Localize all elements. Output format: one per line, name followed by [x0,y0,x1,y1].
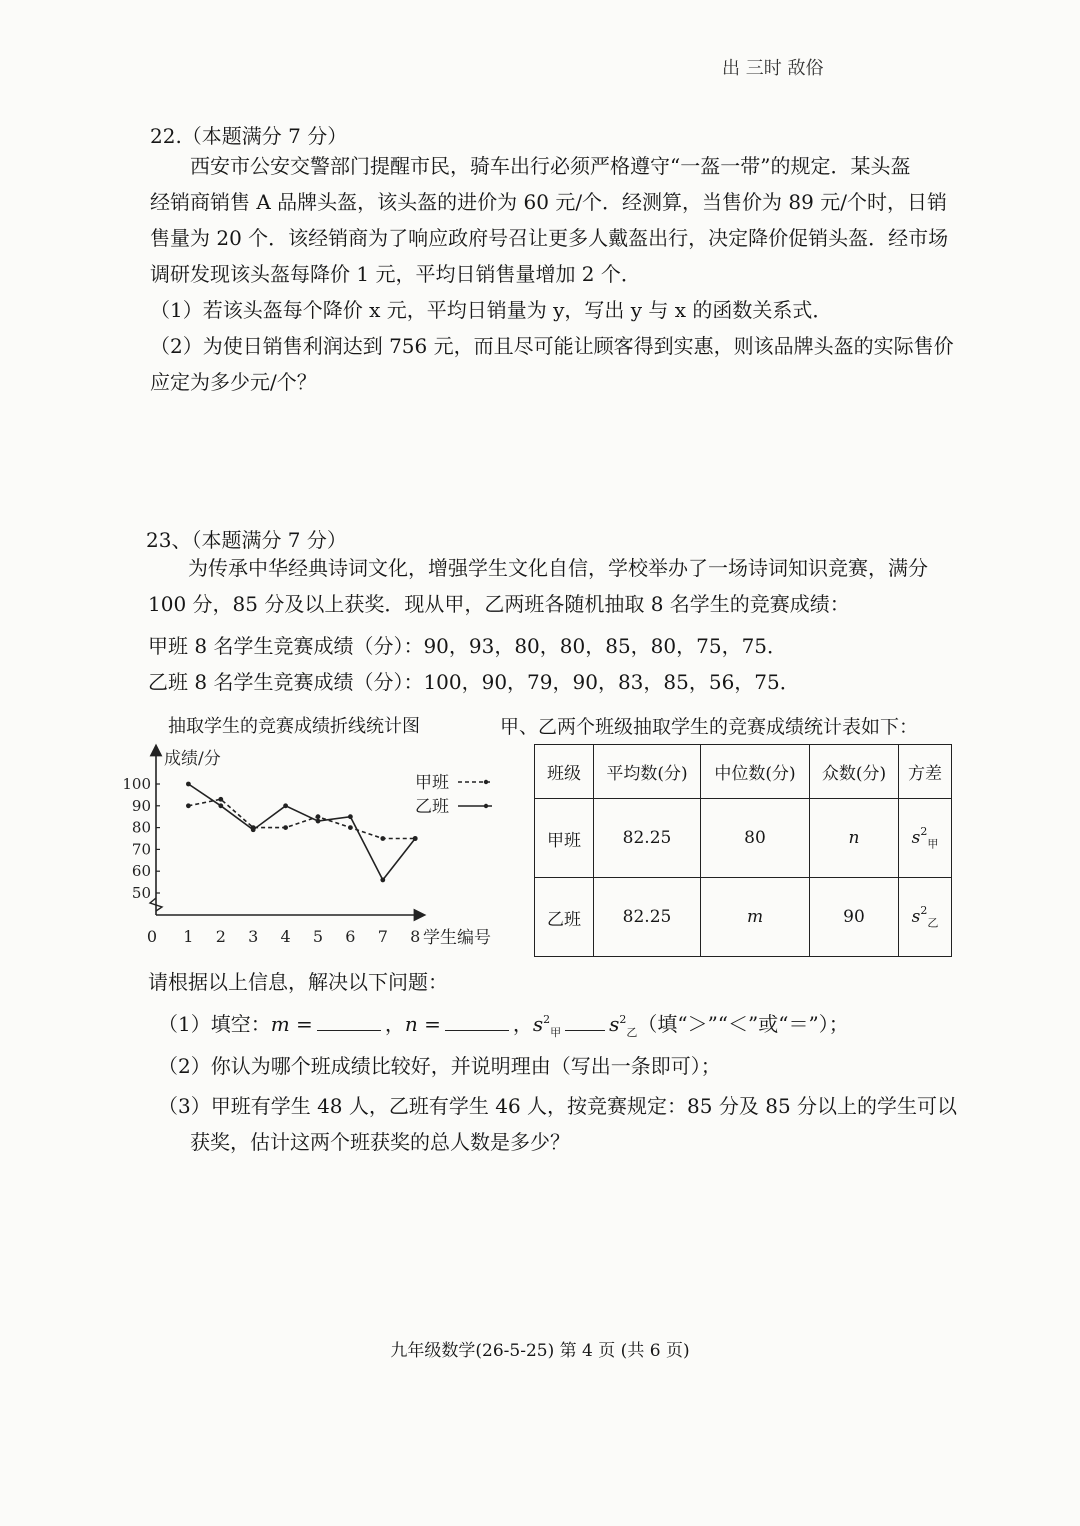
data-point [380,836,385,841]
q22-line-3: 售量为 20 个．该经销商为了响应政府号召让更多人戴盔出行，决定降价促销头盔．经市场 [150,226,949,250]
m-blank [317,1030,381,1031]
data-point [413,836,418,841]
q23-title: 23、（本题满分 7 分） [146,528,347,552]
n-blank [445,1030,509,1031]
x-tick-label: 6 [345,927,356,946]
y-axis-label: 成绩/分 [164,749,221,769]
legend-label: 乙班 [415,797,449,817]
y-tick-label: 70 [131,840,151,859]
q22-sub2-line-1: （2）为使日销售利润达到 756 元，而且尽可能让顾客得到实惠，则该品牌头盔的实际售价 [150,334,954,358]
s-jia-symbol: $s^2_甲$ [532,1012,562,1039]
header-text: 出 三时 敌俗 [722,58,824,79]
q23-sub3-line-2: 获奖，估计这两个班获奖的总人数是多少？ [190,1130,570,1154]
x-tick-label: 7 [377,927,388,946]
q22-title: 22.（本题满分 7 分） [150,124,348,148]
cell-variance [899,799,952,878]
table-row [535,878,952,957]
data-point [348,814,353,819]
q23-sub3-line-1: （3）甲班有学生 48 人，乙班有学生 46 人，按竞赛规定：85 分及 85 分以上的学生可以 [158,1094,958,1118]
q22-line-1: 西安市公安交警部门提醒市民，骑车出行必须严格遵守“一盔一带”的规定．某头盔 [190,154,911,178]
variance-symbol: $s^2_乙$ [911,903,939,930]
cell-variance [899,878,952,957]
x-axis-label: 学生编号 [423,928,491,948]
fill-hint: （填“＞”“＜”或“＝”）； [637,1012,849,1036]
data-point [316,819,321,824]
data-point [283,803,288,808]
cell-median: 80 [701,799,810,878]
q22-line-4: 调研发现该头盔每降价 1 元，平均日销售量增加 2 个． [150,262,641,286]
data-point [283,825,288,830]
data-point [316,814,321,819]
q23-line-2: 100 分，85 分及以上获奖．现从甲，乙两班各随机抽取 8 名学生的竞赛成绩： [148,592,850,616]
line-chart [120,740,520,950]
q22-sub2-line-2: 应定为多少元/个？ [150,370,317,394]
s-yi-symbol: $s^2_乙$ [609,1012,638,1039]
legend-label: 甲班 [415,773,449,793]
table-title: 甲、乙两个班级抽取学生的竞赛成绩统计表如下： [500,716,919,738]
q22-line-2: 经销商销售 A 品牌头盔，该头盔的进价为 60 元/个．经测算，当售价为 89 元/个时，日销 [150,190,947,214]
data-point [218,797,223,802]
x-tick-label: 4 [280,927,291,946]
yi-scores: 乙班 8 名学生竞赛成绩（分）：100，90，79，90，83，85，56，75． [148,670,800,694]
jia-scores: 甲班 8 名学生竞赛成绩（分）：90，93，80，80，85，80，75，75． [148,634,788,658]
y-tick-label: 80 [131,818,151,837]
data-point [348,825,353,830]
chart-title: 抽取学生的竞赛成绩折线统计图 [168,716,420,737]
header-variance: 方差 [899,745,952,799]
page-header-note [722,54,823,80]
data-point [186,782,191,787]
variance-symbol: $s^2_甲$ [911,824,939,851]
y-tick-label: 90 [131,796,151,815]
y-tick-label: 100 [122,775,151,793]
header-class: 班级 [535,745,594,799]
cell-mode: 90 [810,878,899,957]
table-row [535,799,952,878]
q23-line-1: 为传承中华经典诗词文化，增强学生文化自信，学校举办了一场诗词知识竞赛，满分 [188,556,928,580]
page-footer: 九年级数学(26-5-25) 第 4 页 (共 6 页) [390,1341,690,1361]
data-point [380,878,385,883]
q23-sub2: （2）你认为哪个班成绩比较好，并说明理由（写出一条即可）； [158,1054,721,1078]
y-tick-label: 60 [131,862,151,881]
legend-marker [484,804,488,808]
x-tick-label: 1 [183,927,194,946]
data-point [251,827,256,832]
m-label: m = [270,1012,313,1036]
q23-instruction: 请根据以上信息，解决以下问题： [148,970,448,994]
header-mode: 众数(分) [810,745,899,799]
q22-stem [150,148,954,400]
x-tick-label: 3 [248,927,259,946]
data-point [218,803,223,808]
q23-sub1: （1）填空：m = ，n = ，$s^2_甲$ $s^2_乙$（填“＞”“＜”或“＝”）； [158,1012,849,1039]
compare-blank [565,1030,605,1031]
stats-table [534,744,952,957]
x-tick-label: 5 [312,927,324,946]
header-mean: 平均数(分) [594,745,701,799]
q23-stem [148,550,948,622]
x-tick-label: 2 [215,927,226,946]
x-tick-label: 8 [410,927,421,946]
cell-median: m [701,878,810,957]
cell-class: 乙班 [535,878,594,957]
cell-mean: 82.25 [594,799,701,878]
cell-mean: 82.25 [594,878,701,957]
q22-sub1: （1）若该头盔每个降价 x 元，平均日销量为 y，写出 y 与 x 的函数关系式． [150,298,833,322]
header-median: 中位数(分) [701,745,810,799]
x-tick-label: 0 [146,927,158,946]
table-header-row [535,745,952,799]
cell-mode: n [810,799,899,878]
data-point [186,803,191,808]
q23-sub1-prefix: （1）填空： [158,1012,271,1036]
n-label: n = [404,1012,441,1036]
cell-class: 甲班 [535,799,594,878]
legend-marker [484,780,488,784]
y-tick-label: 50 [131,884,151,902]
